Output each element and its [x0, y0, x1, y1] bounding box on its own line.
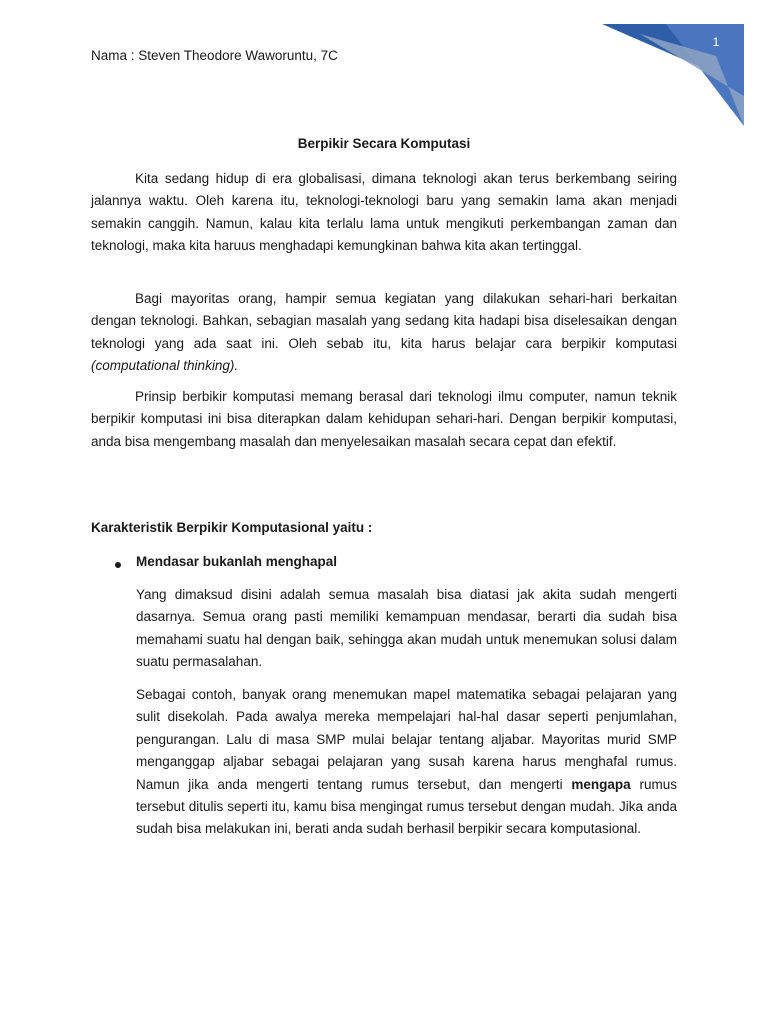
paragraph-2	[91, 288, 677, 378]
page-number: 1	[712, 35, 720, 49]
author-name-line: Nama : Steven Theodore Waworuntu, 7C	[91, 48, 338, 63]
bullet-paragraph-2-before: Sebagai contoh, banyak orang menemukan mapel matematika sebagai pelajaran yang sulit disekolah. Pada awalya mereka mempelajari hal-hal dasar seperti penjumlahan, pengurangan. Lalu di masa SMP mulai belajar tentang aljabar. Mayoritas murid SMP menganggap aljabar sebagai pelajaran yang susah karena harus menghafal rumus. Namun jika anda mengerti tentang rumus tersebut, dan mengerti	[136, 687, 677, 792]
bullet-paragraph-2-after: rumus tersebut ditulis seperti itu, kamu bisa mengingat rumus tersebut dengan mudah. Jika anda sudah bisa melakukan ini, berati anda sudah berhasil berpikir secara komputasional.	[136, 776, 677, 837]
bullet-paragraph-2	[136, 684, 677, 841]
bullet-paragraph-1: Yang dimaksud disini adalah semua masalah bisa diatasi jak akita sudah mengerti dasarnya. Semua orang pasti memiliki kemampuan mendasar, berarti dia sudah bisa memahami suatu hal dengan baik, sehingga akan mudah untuk menemukan solusi dalam suatu permasalahan.	[136, 587, 677, 670]
corner-decoration	[560, 0, 768, 140]
paragraph-2-text: Bagi mayoritas orang, hampir semua kegiatan yang dilakukan sehari-hari berkaitan dengan teknologi. Bahkan, sebagian masalah yang sedang kita hadapi bisa diselesaikan dengan teknologi yang ada saat ini. Oleh sebab itu, kita harus belajar cara berpikir komputasi	[91, 291, 677, 351]
bullet-label: Mendasar bukanlah menghapal	[136, 554, 338, 569]
paragraph-2-italic: (computational thinking).	[91, 358, 239, 374]
document-title: Berpikir Secara Komputasi	[297, 136, 471, 151]
paragraph-3	[91, 386, 677, 453]
bullet-item	[91, 554, 677, 576]
paragraph-1-text: Kita sedang hidup di era globalisasi, dimana teknologi akan terus berkembang seiring jalannya waktu. Oleh karena itu, teknologi-teknologi baru yang semakin lama akan menjadi semakin canggih. Namun, kalau kita terlalu lama untuk mengikuti perkembangan zaman dan teknologi, maka kita haruus menghadapi kemungkinan bahwa kita akan tertinggal.	[91, 171, 677, 254]
paragraph-3-text: Prinsip berbikir komputasi memang berasal dari teknologi ilmu computer, namun teknik berpikir komputasi ini bisa diterapkan dalam kehidupan sehari-hari. Dengan berpikir komputasi, anda bisa mengembang masalah dan menyelesaikan masalah secara cepat dan efektif.	[91, 389, 677, 449]
paragraph-1	[91, 168, 677, 258]
section-heading: Karakteristik Berpikir Komputasional yaitu :	[91, 520, 373, 535]
bullet-paragraph-2-bold: mengapa	[571, 776, 631, 792]
bullet-dot-icon	[115, 562, 121, 568]
